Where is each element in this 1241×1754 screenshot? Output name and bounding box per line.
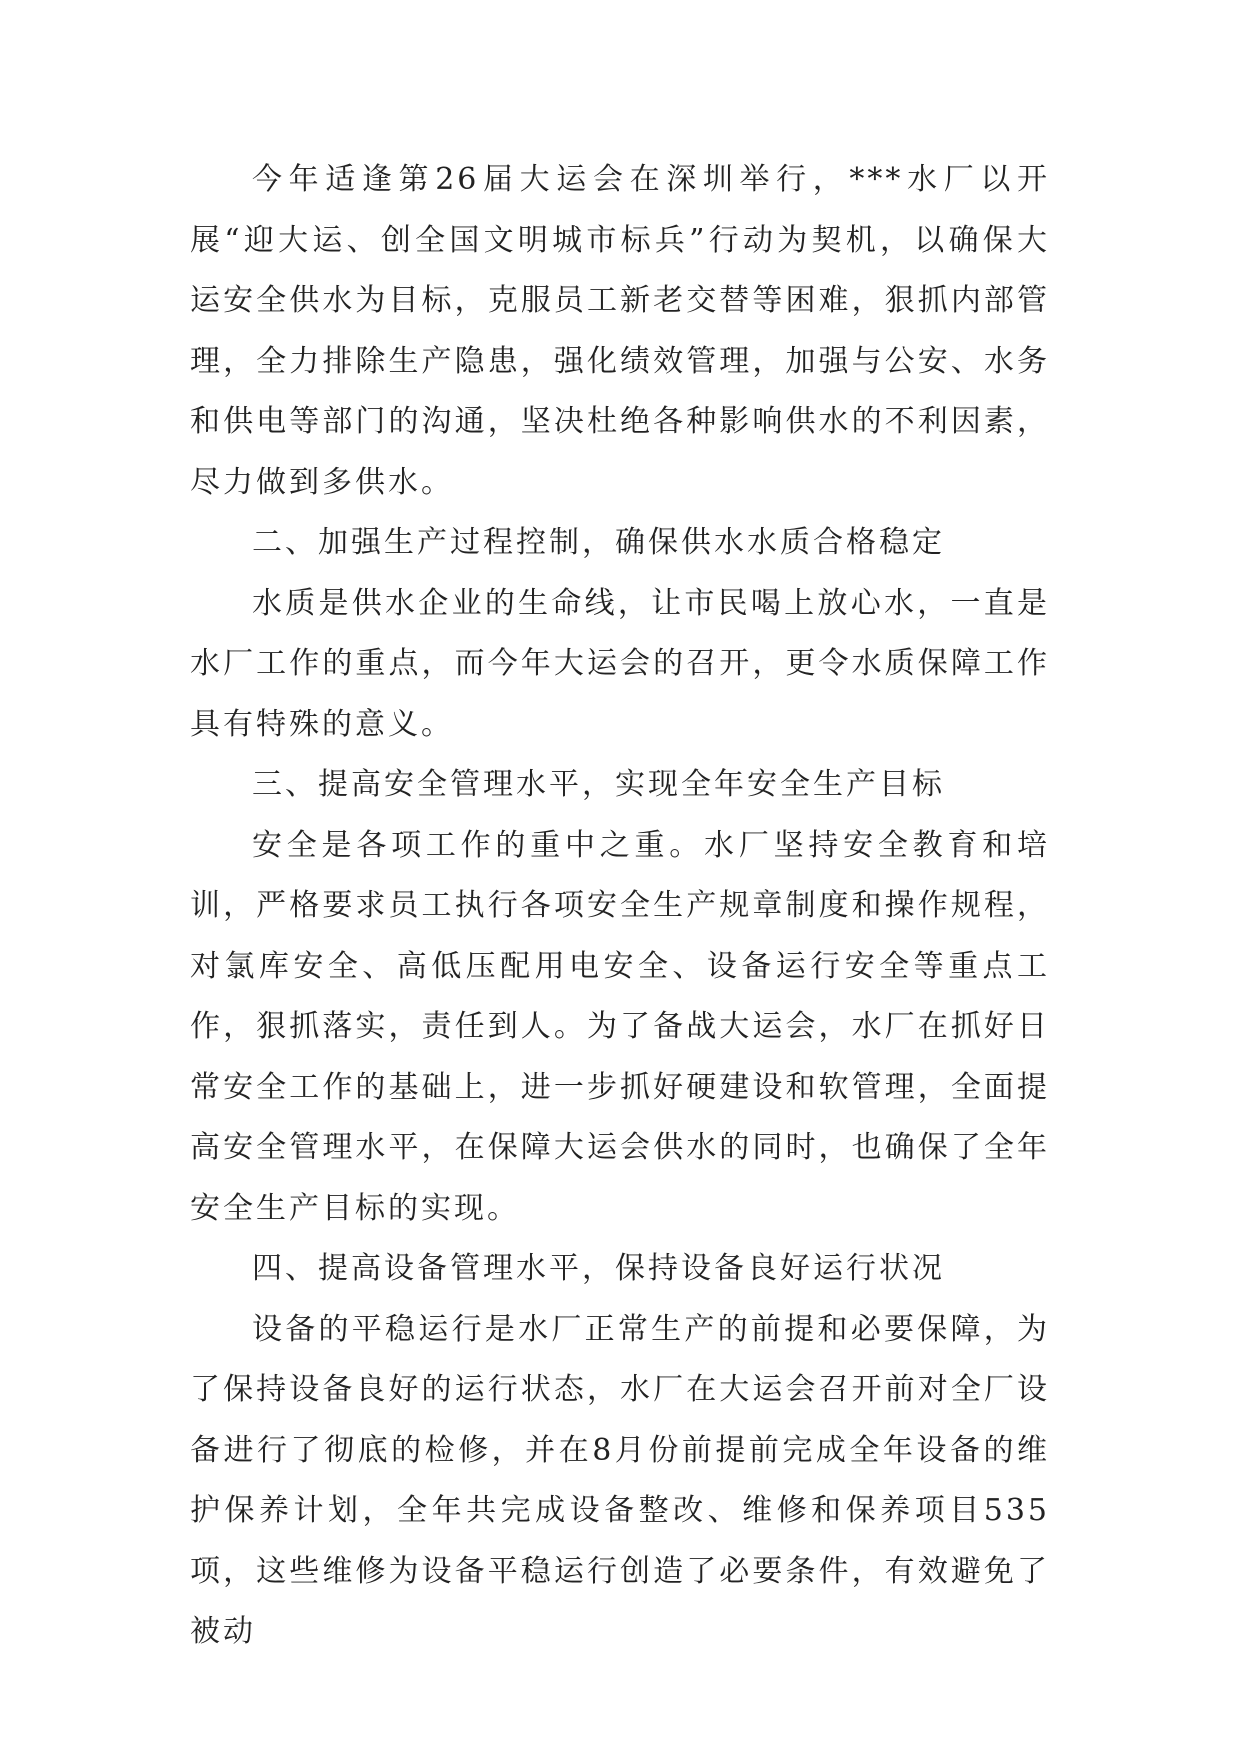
document-body xyxy=(190,150,1050,1663)
paragraph-water-quality: 水质是供水企业的生命线，让市民喝上放心水，一直是水厂工作的重点，而今年大运会的召开，更令水质保障工作具有特殊的意义。 xyxy=(190,585,1050,742)
paragraph-intro: 今年适逢第26届大运会在深圳举行，***水厂以开展“迎大运、创全国文明城市标兵”行动为契机，以确保大运安全供水为目标，克服员工新老交替等困难，狠抓内部管理，全力排除生产隐患，强化绩效管理，加强与公安、水务和供电等部门的沟通，坚决杜绝各种影响供水的不利因素，尽力做到多供水。 xyxy=(190,162,1050,500)
section-heading-3: 三、提高安全管理水平，实现全年安全生产目标 xyxy=(252,767,945,802)
paragraph-safety: 安全是各项工作的重中之重。水厂坚持安全教育和培训，严格要求员工执行各项安全生产规章制度和操作规程，对氯库安全、高低压配用电安全、设备运行安全等重点工作，狠抓落实，责任到人。为了备战大运会，水厂在抓好日常安全工作的基础上，进一步抓好硬建设和软管理，全面提高安全管理水平，在保障大运会供水的同时，也确保了全年安全生产目标的实现。 xyxy=(190,827,1050,1226)
paragraph-equipment: 设备的平稳运行是水厂正常生产的前提和必要保障，为了保持设备良好的运行状态，水厂在大运会召开前对全厂设备进行了彻底的检修，并在8月份前提前完成全年设备的维护保养计划，全年共完成设备整改、维修和保养项目535项，这些维修为设备平稳运行创造了必要条件，有效避免了被动 xyxy=(190,1311,1050,1649)
section-heading-2: 二、加强生产过程控制，确保供水水质合格稳定 xyxy=(252,525,945,560)
section-heading-4: 四、提高设备管理水平，保持设备良好运行状况 xyxy=(252,1251,945,1286)
